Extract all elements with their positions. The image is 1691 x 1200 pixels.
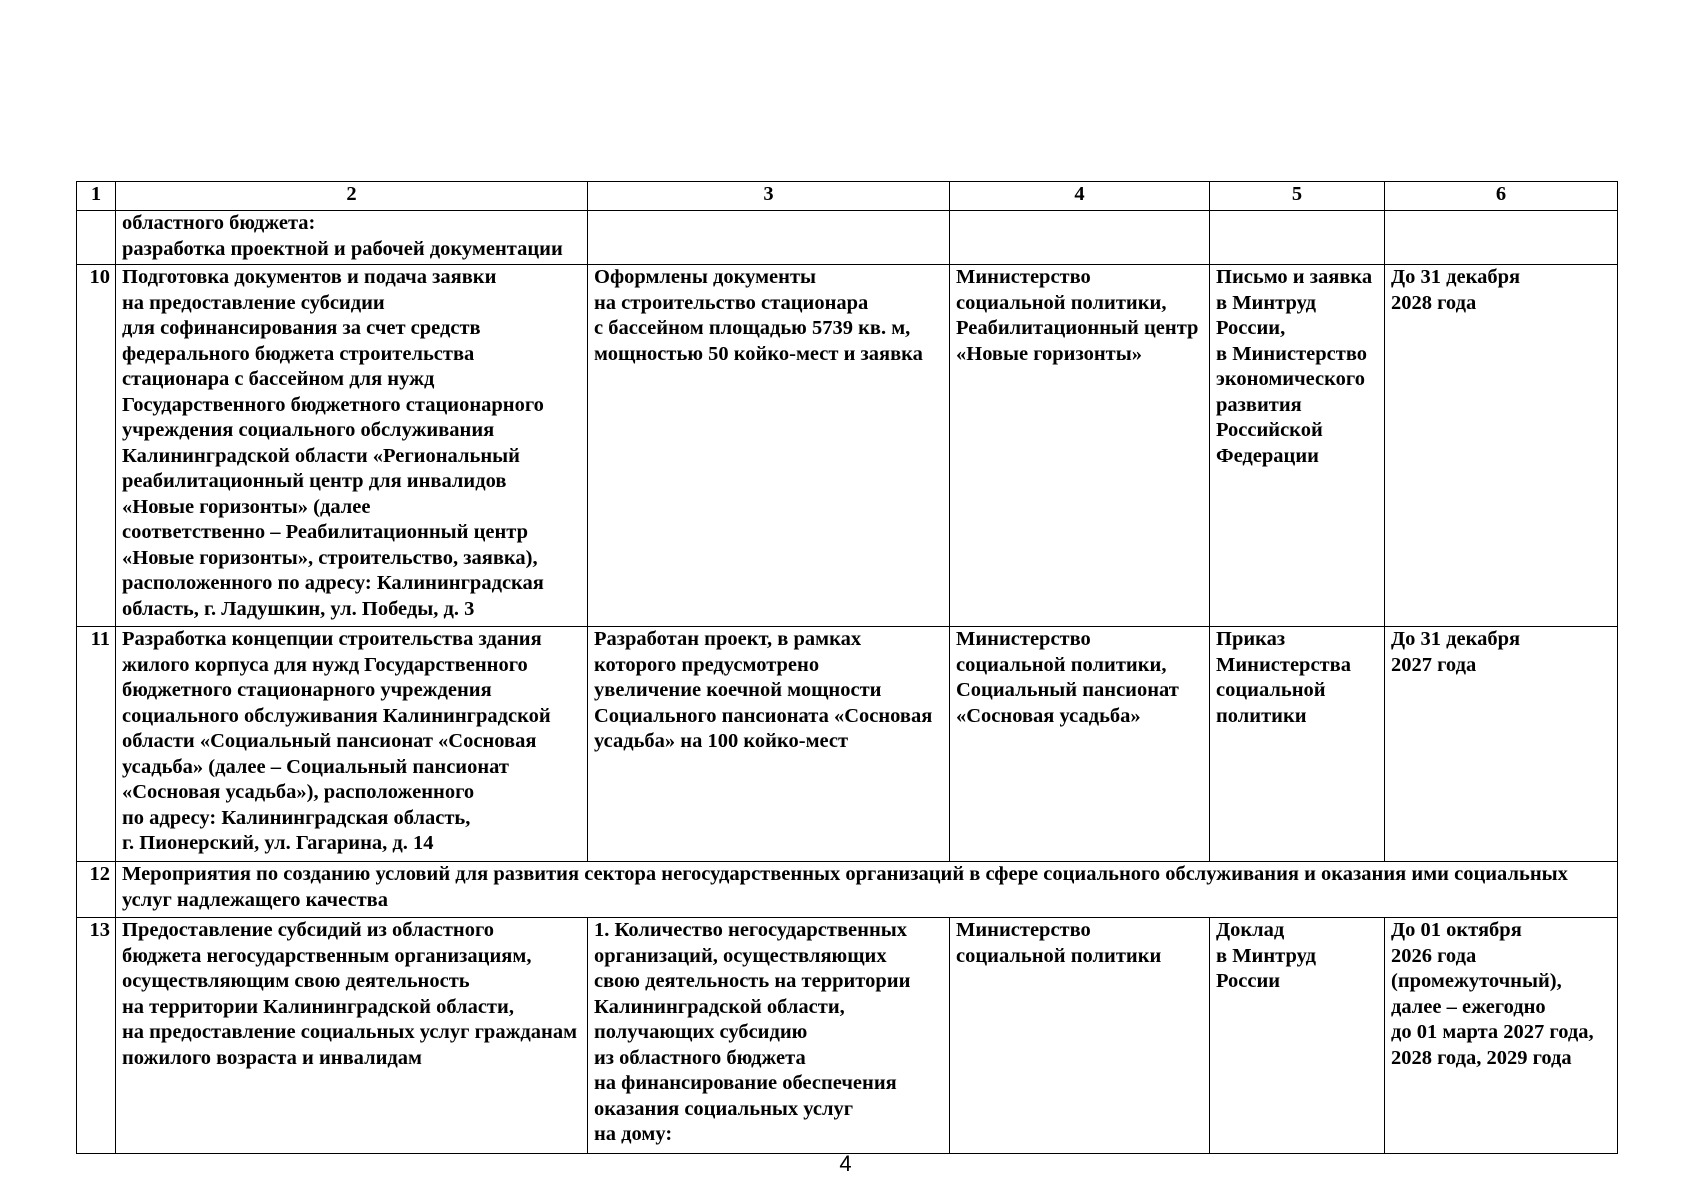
column-number: 4: [950, 182, 1210, 211]
row-number: 11: [77, 627, 116, 862]
deadline-cell: До 01 октября 2026 года (промежуточный), далее – ежегодно до 01 марта 2027 года, 2028 года, 2029 года: [1385, 918, 1618, 1154]
column-number-row: [77, 182, 1618, 211]
page-number: 4: [839, 1151, 852, 1176]
table-row: [77, 627, 1618, 862]
column-number: 1: [77, 182, 116, 211]
responsible-cell: [950, 211, 1210, 265]
document-cell: Письмо и заявка в Минтруд России, в Министерство экономического развития Российской Федерации: [1210, 265, 1385, 627]
responsible-cell: Министерство социальной политики, Реабилитационный центр «Новые горизонты»: [950, 265, 1210, 627]
result-cell: Оформлены документы на строительство стационара с бассейном площадью 5739 кв. м, мощностью 50 койко-мест и заявка: [588, 265, 950, 627]
deadline-cell: До 31 декабря 2027 года: [1385, 627, 1618, 862]
table-row: [77, 211, 1618, 265]
activity-cell: Предоставление субсидий из областного бюджета негосударственным организациям, осуществляющим свою деятельность на территории Калининградской области, на предоставление социальных услуг гражданам пожилого возраста и инвалидам: [116, 918, 588, 1154]
activity-cell: Разработка концепции строительства здания жилого корпуса для нужд Государственного бюджетного стационарного учреждения социального обслуживания Калининградской области «Социальный пансионат «Сосновая усадьба» (далее – Социальный пансионат «Сосновая усадьба»), расположенного по адресу: Калининградская область, г. Пионерский, ул. Гагарина, д. 14: [116, 627, 588, 862]
deadline-cell: [1385, 211, 1618, 265]
responsible-cell: Министерство социальной политики, Социальный пансионат «Сосновая усадьба»: [950, 627, 1210, 862]
table-row: [77, 265, 1618, 627]
column-number: 5: [1210, 182, 1385, 211]
deadline-cell: До 31 декабря 2028 года: [1385, 265, 1618, 627]
table-row: [77, 918, 1618, 1154]
result-cell: Разработан проект, в рамках которого предусмотрено увеличение коечной мощности Социального пансионата «Сосновая усадьба» на 100 койко-мест: [588, 627, 950, 862]
document-cell: Приказ Министерства социальной политики: [1210, 627, 1385, 862]
result-cell: 1. Количество негосударственных организаций, осуществляющих свою деятельность на территории Калининградской области, получающих субсидию из областного бюджета на финансирование обеспечения оказания социальных услуг на дому:: [588, 918, 950, 1154]
column-number: 3: [588, 182, 950, 211]
column-number: 2: [116, 182, 588, 211]
result-cell: [588, 211, 950, 265]
row-number: [77, 211, 116, 265]
document-cell: Доклад в Минтруд России: [1210, 918, 1385, 1154]
activity-cell: Подготовка документов и подача заявки на предоставление субсидии для софинансирования за счет средств федерального бюджета строительства стационара с бассейном для нужд Государственного бюджетного стационарного учреждения социального обслуживания Калининградской области «Региональный реабилитационный центр для инвалидов «Новые горизонты» (далее соответственно – Реабилитационный центр «Новые горизонты», строительство, заявка), расположенного по адресу: Калининградская область, г. Ладушкин, ул. Победы, д. 3: [116, 265, 588, 627]
responsible-cell: Министерство социальной политики: [950, 918, 1210, 1154]
document-cell: [1210, 211, 1385, 265]
row-number: 12: [77, 862, 116, 918]
section-title: Мероприятия по созданию условий для развития сектора негосударственных организаций в сфере социального обслуживания и оказания ими социальных услуг надлежащего качества: [116, 862, 1618, 918]
column-number: 6: [1385, 182, 1618, 211]
section-row: [77, 862, 1618, 918]
schedule-table: [76, 181, 1618, 1154]
row-number: 10: [77, 265, 116, 627]
row-number: 13: [77, 918, 116, 1154]
activity-cell: областного бюджета: разработка проектной и рабочей документации: [116, 211, 588, 265]
